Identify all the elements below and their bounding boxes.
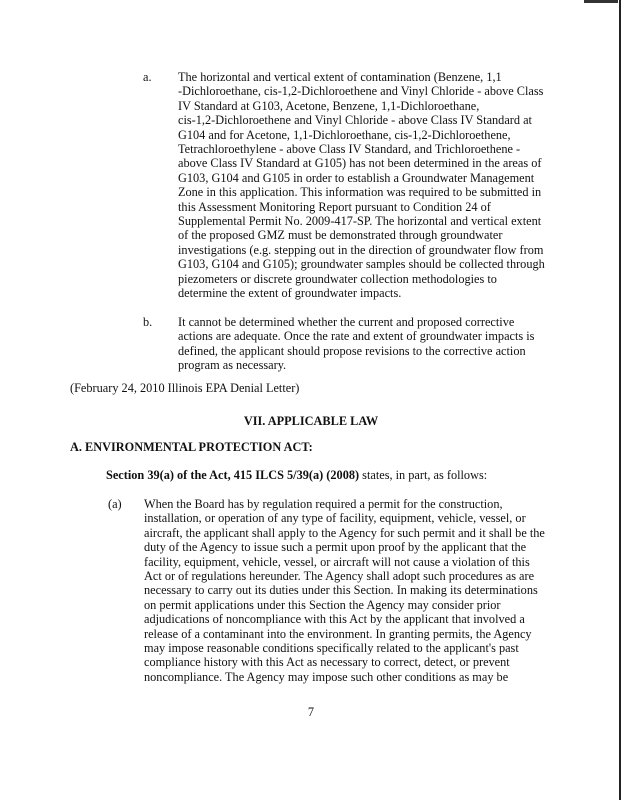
item-a-line: G104 and for Acetone, 1,1-Dichloroethane, cis-1,2-Dichloroethene,: [178, 127, 511, 142]
item-b-line: actions are adequate. Once the rate and extent of groundwater impacts is: [178, 329, 535, 344]
quote-line: When the Board has by regulation required a permit for the construction,: [144, 497, 503, 511]
item-b-line: defined, the applicant should propose revisions to the corrective action: [178, 343, 526, 358]
item-a-marker: a.: [143, 70, 152, 84]
quote-line: compliance history with this Act as necessary to correct, detect, or prevent: [144, 655, 510, 670]
item-a-line: -Dichloroethane, cis-1,2-Dichloroethene and Vinyl Chloride - above Class: [178, 84, 544, 99]
quote-line: on permit applications under this Section the Agency may consider prior: [144, 597, 501, 612]
item-a-line: this Assessment Monitoring Report pursuant to Condition 24 of: [178, 199, 491, 214]
section-heading: VII. APPLICABLE LAW: [243, 414, 379, 428]
item-b-line: program as necessary.: [178, 358, 287, 373]
quote-line: aircraft, the applicant shall apply to the Agency for such permit and it shall be the: [144, 525, 545, 540]
quote-line: release of a contaminant into the environment. In granting permits, the Agency: [144, 626, 532, 641]
item-a-line: of the proposed GMZ must be demonstrated through groundwater: [178, 228, 503, 243]
item-a-line: Supplemental Permit No. 2009-417-SP. The horizontal and vertical extent: [178, 214, 542, 229]
quote-line: may impose reasonable conditions specifically related to the applicant's past: [144, 641, 519, 656]
quote-line: necessary to carry out its duties under this Section. In making its determinations: [144, 583, 538, 598]
quote-line: Act or of regulations hereunder. The Agency shall adopt such procedures as are: [144, 569, 535, 584]
quote-line: facility, equipment, vehicle, vessel, or aircraft will not cause a violation of this: [144, 554, 530, 569]
item-a-line: G103, G104 and G105 in order to establish a Groundwater Management: [178, 170, 535, 185]
statute-intro-text: states, in part, as follows:: [359, 468, 488, 482]
item-a-line: determine the extent of groundwater impacts.: [178, 286, 402, 301]
item-a-line: IV Standard at G103, Acetone, Benzene, 1,1-Dichloroethane,: [178, 98, 480, 113]
statute-citation: Section 39(a) of the Act, 415 ILCS 5/39(a) (2008): [106, 468, 360, 482]
page-number: 7: [307, 705, 315, 719]
item-b-paragraph: [178, 315, 540, 373]
item-a-line: Tetrachloroethylene - above Class IV Standard, and Trichloroethene -: [178, 142, 521, 157]
scan-edge: [619, 0, 621, 800]
quote-marker: (a): [108, 497, 122, 511]
quote-line: duty of the Agency to issue such a permit upon proof by the applicant that the: [144, 540, 527, 555]
item-b-line: It cannot be determined whether the current and proposed corrective: [178, 315, 515, 329]
scan-edge-mark: [584, 0, 618, 3]
quote-line: noncompliance. The Agency may impose such other conditions as may be: [144, 669, 509, 684]
item-b-marker: b.: [143, 315, 153, 329]
item-a-line: Zone in this application. This information was required to be submitted in: [178, 185, 542, 200]
quote-line: adjudications of noncompliance with this Act by the applicant that involved a: [144, 612, 525, 627]
statute-intro: [106, 468, 487, 482]
item-a-line: above Class IV Standard at G105) has not been determined in the areas of: [178, 156, 542, 171]
item-a-line: investigations (e.g. stepping out in the direction of groundwater flow from: [178, 242, 544, 257]
subsection-heading: A. ENVIRONMENTAL PROTECTION ACT:: [70, 440, 313, 454]
item-a-line: The horizontal and vertical extent of contamination (Benzene, 1,1: [178, 70, 502, 84]
citation: (February 24, 2010 Illinois EPA Denial Letter): [70, 381, 300, 395]
item-a-line: piezometers or discrete groundwater collection methodologies to: [178, 271, 497, 286]
quote-paragraph: [144, 497, 545, 684]
quote-line: installation, or operation of any type of facility, equipment, vehicle, vessel, or: [144, 511, 526, 526]
item-a-line: G103, G104 and G105); groundwater samples should be collected through: [178, 257, 545, 272]
item-a-line: cis-1,2-Dichloroethene and Vinyl Chloride - above Class IV Standard at: [178, 113, 532, 128]
item-a-paragraph: [178, 70, 545, 301]
